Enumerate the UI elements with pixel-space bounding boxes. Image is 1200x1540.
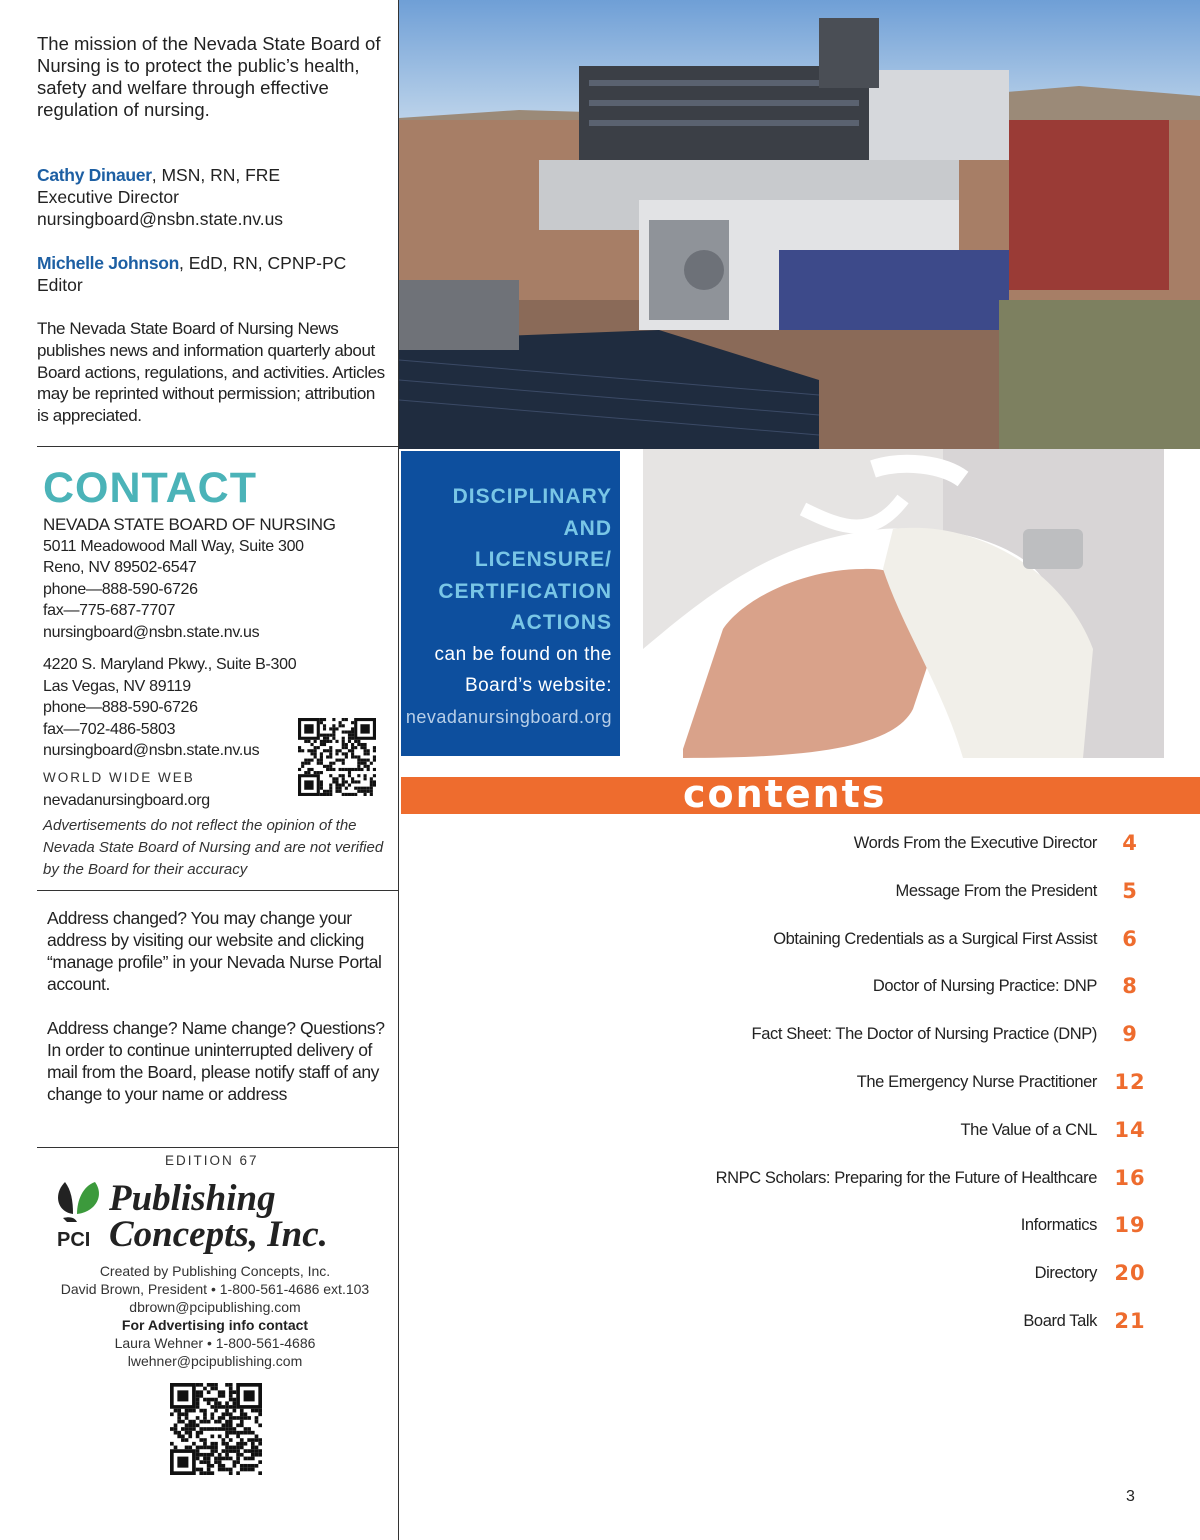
mission-statement: The mission of the Nevada State Board of Nursing is to protect the public’s health, safety and welfare through effective regulation of nursing.	[37, 33, 381, 120]
divider-line	[37, 446, 399, 447]
toc-entry[interactable]	[600, 1022, 1160, 1052]
iv-hand-photo	[643, 449, 1164, 758]
address-line: Las Vegas, NV 89119	[43, 677, 191, 695]
email-line[interactable]: nursingboard@nsbn.state.nv.us	[43, 623, 260, 641]
credit-line[interactable]: lwehner@pcipublishing.com	[127, 1353, 303, 1369]
promo-subtitle-line: can be found on the	[434, 643, 612, 665]
toc-entry-title: The Value of a CNL	[960, 1120, 1097, 1139]
toc-entry-page: 6	[1122, 926, 1138, 951]
address-line: 4220 S. Maryland Pkwy., Suite B-300	[43, 656, 297, 673]
address-line: Reno, NV 89502-6547	[43, 559, 197, 577]
svg-text:Publishing: Publishing	[109, 1178, 276, 1219]
phone-line: phone—888-590-6726	[43, 699, 198, 717]
toc-entry-page: 19	[1114, 1213, 1146, 1238]
promo-title-line: DISCIPLINARY	[452, 485, 612, 508]
promo-title-line: AND	[563, 516, 612, 540]
divider-line	[37, 1147, 399, 1148]
toc-entry[interactable]	[600, 831, 1160, 861]
newsletter-blurb: The Nevada State Board of Nursing News publishes news and information quarterly about Board actions, regulations, and activities. Articles may be reprinted without permission; attribution is appreciated.	[37, 319, 385, 426]
fax-line: fax—702-486-5803	[43, 720, 176, 738]
toc-entry-page: 20	[1114, 1261, 1146, 1286]
credit-line: Laura Wehner • 1-800-561-4686	[114, 1335, 316, 1351]
toc-entry[interactable]	[600, 1070, 1160, 1100]
divider-line	[37, 890, 399, 891]
notice-paragraph: Address changed? You may change your address by visiting our website and clicking “manage profile” in your Nevada Nurse Portal account.	[47, 908, 382, 994]
person-email[interactable]: nursingboard@nsbn.state.nv.us	[37, 209, 284, 229]
promo-title-line: LICENSURE/	[474, 548, 612, 571]
person-credentials: , MSN, RN, FRE	[151, 165, 281, 185]
contents-heading: contents	[683, 772, 887, 816]
credit-line[interactable]: dbrown@pcipublishing.com	[129, 1299, 301, 1315]
hospital-aerial-photo	[399, 0, 1200, 449]
toc-entry-page: 12	[1114, 1070, 1146, 1094]
website-link[interactable]: nevadanursingboard.org	[43, 792, 210, 809]
toc-entry-title: Directory	[1034, 1264, 1097, 1283]
svg-text:PCI: PCI	[57, 1229, 91, 1251]
toc-entry[interactable]	[600, 1261, 1160, 1291]
credit-line: Created by Publishing Concepts, Inc.	[99, 1263, 331, 1279]
fax-line: fax—775-687-7707	[43, 602, 176, 620]
person-name: Cathy Dinauer	[37, 165, 152, 185]
qr-code	[298, 718, 376, 801]
toc-entry-page: 21	[1114, 1309, 1146, 1333]
toc-entry[interactable]	[600, 879, 1160, 909]
www-label: WORLD WIDE WEB	[43, 770, 195, 785]
toc-entry-title: The Emergency Nurse Practitioner	[856, 1073, 1097, 1091]
address-line: 5011 Meadowood Mall Way, Suite 300	[43, 537, 304, 555]
person-name: Michelle Johnson	[37, 253, 180, 273]
publisher-credits	[40, 1262, 390, 1370]
person-role: Executive Director	[37, 187, 179, 207]
toc-entry-title: Doctor of Nursing Practice: DNP	[872, 977, 1097, 996]
page-number: 3	[1126, 1488, 1135, 1505]
editor-info	[37, 252, 382, 296]
promo-title-line: ACTIONS	[510, 611, 612, 634]
ad-disclaimer: Advertisements do not reflect the opinion of the Nevada State Board of Nursing and are not verified by the Board for their accuracy	[43, 817, 384, 878]
phone-line: phone—888-590-6726	[43, 580, 198, 598]
contact-heading: CONTACT	[43, 464, 258, 512]
toc-entry[interactable]	[600, 1166, 1160, 1196]
toc-entry-title: Informatics	[1020, 1216, 1097, 1235]
credit-line: David Brown, President • 1-800-561-4686 ext.103	[60, 1281, 370, 1297]
toc-entry[interactable]	[600, 927, 1160, 957]
promo-website-link[interactable]: nevadanursingboard.org	[405, 706, 612, 727]
toc-entry-title: Obtaining Credentials as a Surgical First Assist	[773, 929, 1097, 948]
address-change-notice	[47, 907, 392, 1105]
promo-title	[406, 481, 612, 733]
credit-line: For Advertising info contact	[121, 1317, 309, 1333]
toc-entry-title: RNPC Scholars: Preparing for the Future of Healthcare	[715, 1168, 1097, 1187]
toc-entry-title: Message From the President	[895, 881, 1097, 900]
email-line[interactable]: nursingboard@nsbn.state.nv.us	[43, 742, 260, 760]
qr-code	[170, 1383, 262, 1480]
toc-entry-page: 8	[1122, 974, 1138, 999]
toc-entry[interactable]	[600, 1213, 1160, 1243]
reno-address	[43, 514, 383, 644]
disciplinary-actions-box	[401, 451, 620, 756]
toc-entry[interactable]	[600, 974, 1160, 1004]
toc-entry[interactable]	[600, 1118, 1160, 1148]
edition-label: EDITION 67	[165, 1153, 259, 1168]
notice-paragraph: Address change? Name change? Questions? In order to continue uninterrupted delivery of mail from the Board, please notify staff of any change to your name or address	[47, 1018, 385, 1104]
toc-entry-page: 9	[1122, 1022, 1138, 1047]
toc-entry-title: Fact Sheet: The Doctor of Nursing Practice (DNP)	[751, 1025, 1097, 1044]
toc-entry-page: 5	[1122, 878, 1138, 903]
pci-leaf-icon	[55, 1178, 385, 1254]
toc-entry[interactable]	[600, 1309, 1160, 1339]
person-credentials: , EdD, RN, CPNP-PC	[179, 253, 347, 273]
executive-director-info	[37, 164, 382, 230]
toc-entry-title: Board Talk	[1023, 1312, 1097, 1330]
toc-entry-page: 16	[1114, 1165, 1146, 1190]
publisher-logo	[55, 1178, 385, 1254]
svg-text:Concepts, Inc.: Concepts, Inc.	[109, 1214, 328, 1254]
toc-entry-page: 14	[1114, 1117, 1146, 1142]
promo-title-line: CERTIFICATION	[438, 579, 612, 603]
toc-entry-title: Words From the Executive Director	[853, 834, 1097, 852]
promo-subtitle-line: Board’s website:	[464, 675, 612, 696]
person-role: Editor	[37, 275, 83, 295]
toc-entry-page: 4	[1122, 831, 1138, 855]
board-name: NEVADA STATE BOARD OF NURSING	[43, 515, 336, 534]
